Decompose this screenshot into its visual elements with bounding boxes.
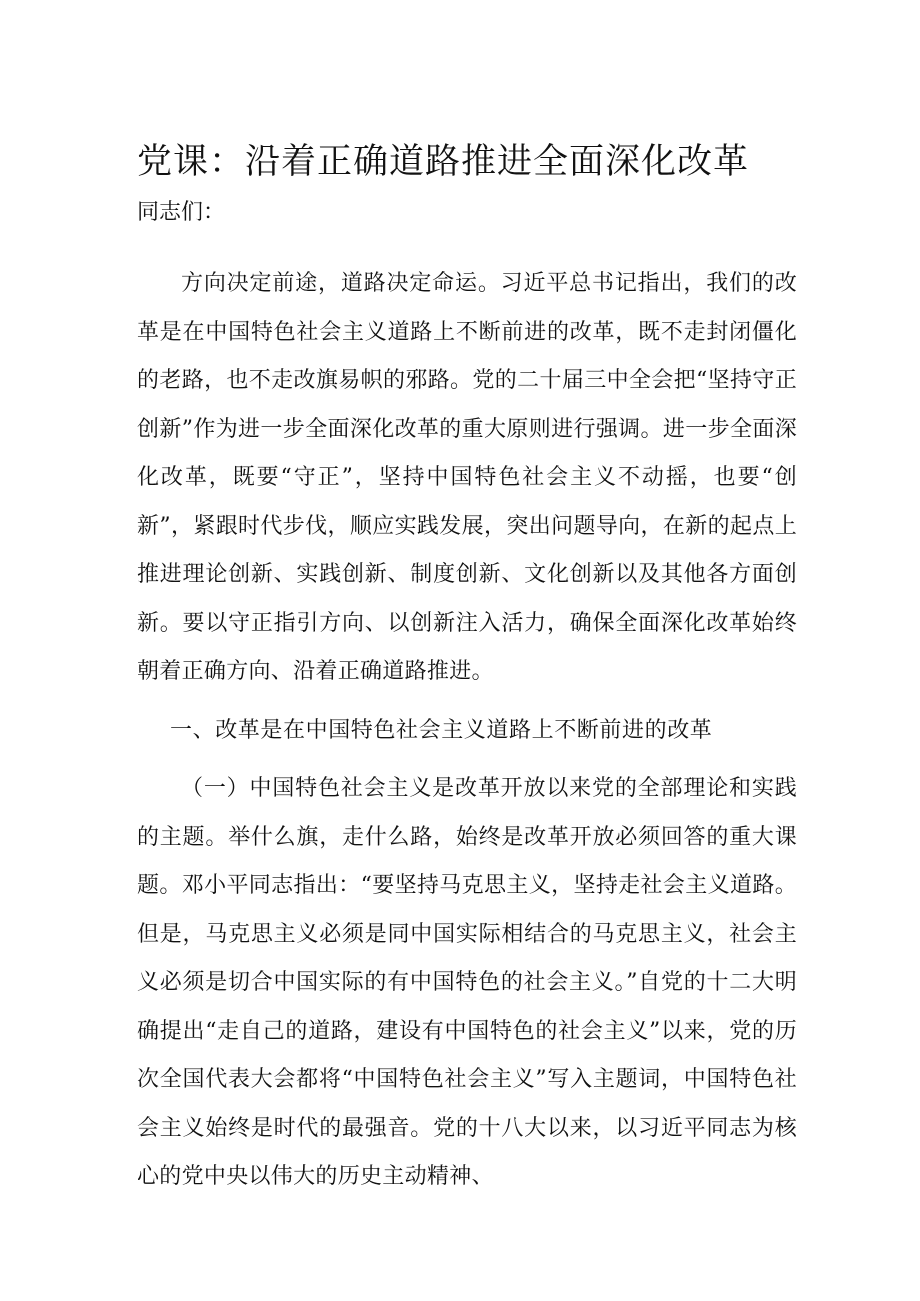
section-paragraph: （一）中国特色社会主义是改革开放以来党的全部理论和实践的主题。举什么旗，走什么路，始终是改革开放必须回答的重大课题。邓小平同志指出：“要坚持马克思主义，坚持走社会主义道路。但是，马克思主义必须是同中国实际相结合的马克思主义，社会主义必须是切合中国实际的有中国特色的社会主义。”自党的十二大明确提出“走自己的道路，建设有中国特色的社会主义”以来，党的历次全国代表大会都将“中国特色社会主义”写入主题词，中国特色社会主义始终是时代的最强音。党的十八大以来，以习近平同志为核心的党中央以伟大的历史主动精神、 (137, 776, 797, 1189)
section-heading: 一、改革是在中国特色社会主义道路上不断前进的改革 (170, 717, 713, 743)
salutation: 同志们： (137, 200, 226, 225)
document-body (137, 138, 797, 1202)
document-title: 党课：沿着正确道路推进全面深化改革 (137, 142, 750, 182)
intro-paragraph: 方向决定前途，道路决定命运。习近平总书记指出，我们的改革是在中国特色社会主义道路上不断前进的改革，既不走封闭僵化的老路，也不走改旗易帜的邪路。党的二十届三中全会把“坚持守正创新”作为进一步全面深化改革的重大原则进行强调。进一步全面深化改革，既要“守正”，坚持中国特色社会主义不动摇，也要“创新”，紧跟时代步伐，顺应实践发展，突出问题导向，在新的起点上推进理论创新、实践创新、制度创新、文化创新以及其他各方面创新。要以守正指引方向、以创新注入活力，确保全面深化改革始终朝着正确方向、沿着正确道路推进。 (137, 271, 797, 684)
